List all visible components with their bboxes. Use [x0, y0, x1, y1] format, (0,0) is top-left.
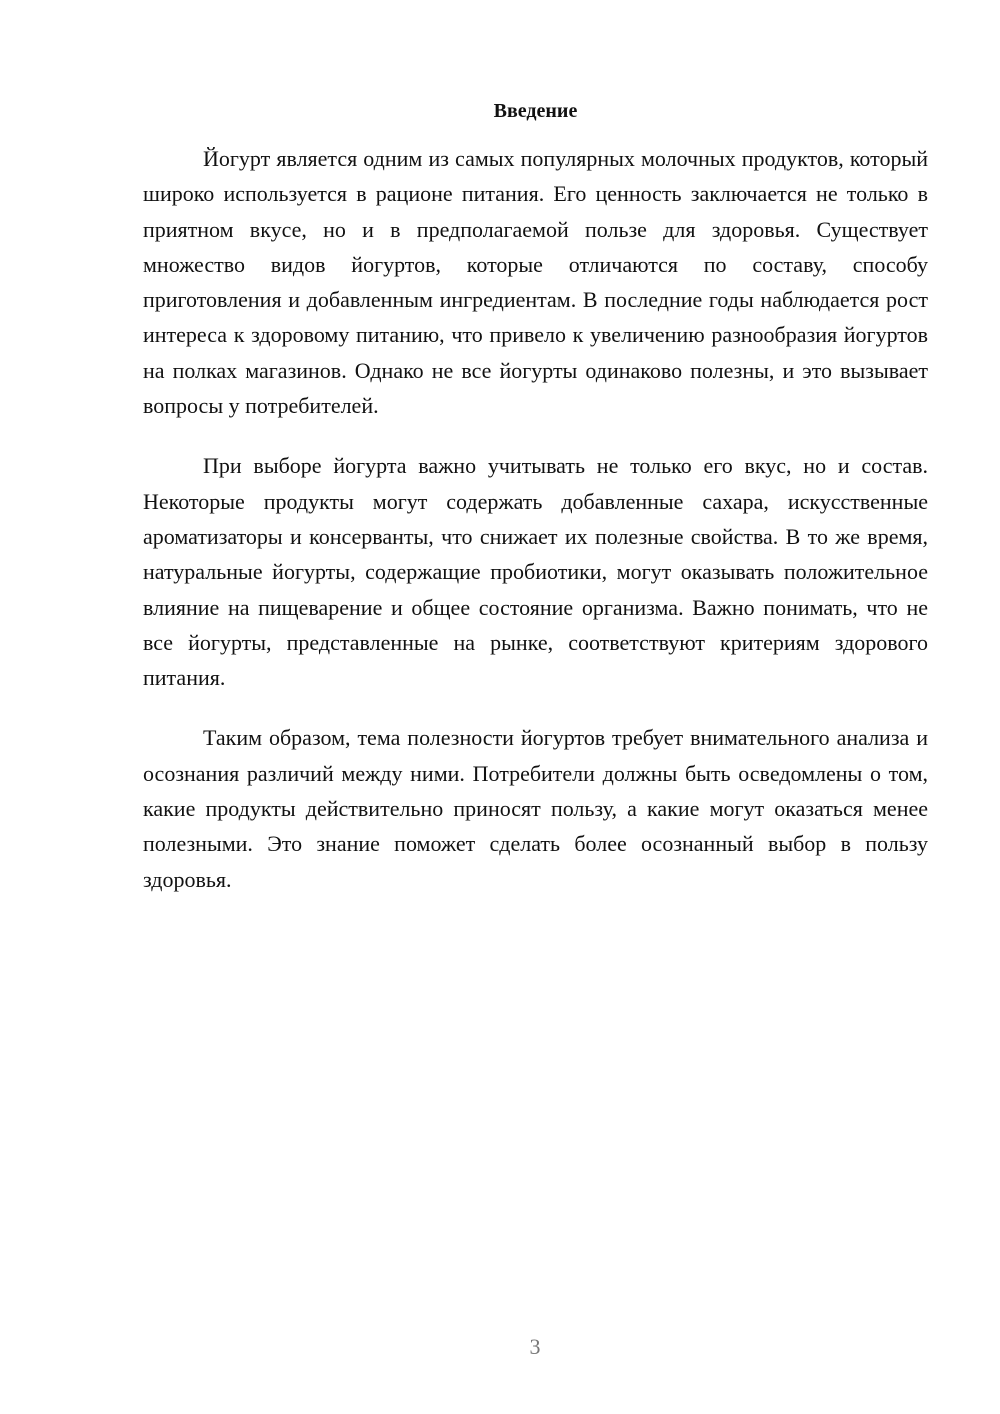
paragraph-composition: При выборе йогурта важно учитывать не только его вкус, но и состав. Некоторые продукты могут содержать добавленные сахара, искусственные ароматизаторы и консерванты, что снижает их полезные свойства. В то же время, натуральные йогурты, содержащие пробиотики, могут оказывать положительное влияние на пищеварение и общее состояние организма. Важно понимать, что не все йогурты, представленные на рынке, соответствуют критериям здорового питания.: [143, 453, 928, 691]
paragraph-intro: Йогурт является одним из самых популярных молочных продуктов, который широко используется в рационе питания. Его ценность заключается не только в приятном вкусе, но и в предполагаемой пользе для здоровья. Существует множество видов йогуртов, которые отличаются по составу, способу приготовления и добавленным ингредиентам. В последние годы наблюдается рост интереса к здоровому питанию, что привело к увеличению разнообразия йогуртов на полках магазинов. Однако не все йогурты одинаково полезны, и это вызывает вопросы у потребителей.: [143, 146, 928, 419]
page-number: 3: [529, 1334, 541, 1359]
section-heading: Введение: [493, 100, 578, 122]
paragraph-conclusion: Таким образом, тема полезности йогуртов требует внимательного анализа и осознания различий между ними. Потребители должны быть осведомлены о том, какие продукты действительно приносят пользу, а какие могут оказаться менее полезными. Это знание поможет сделать более осознанный выбор в пользу здоровья.: [143, 725, 928, 892]
body-text: [143, 141, 928, 922]
